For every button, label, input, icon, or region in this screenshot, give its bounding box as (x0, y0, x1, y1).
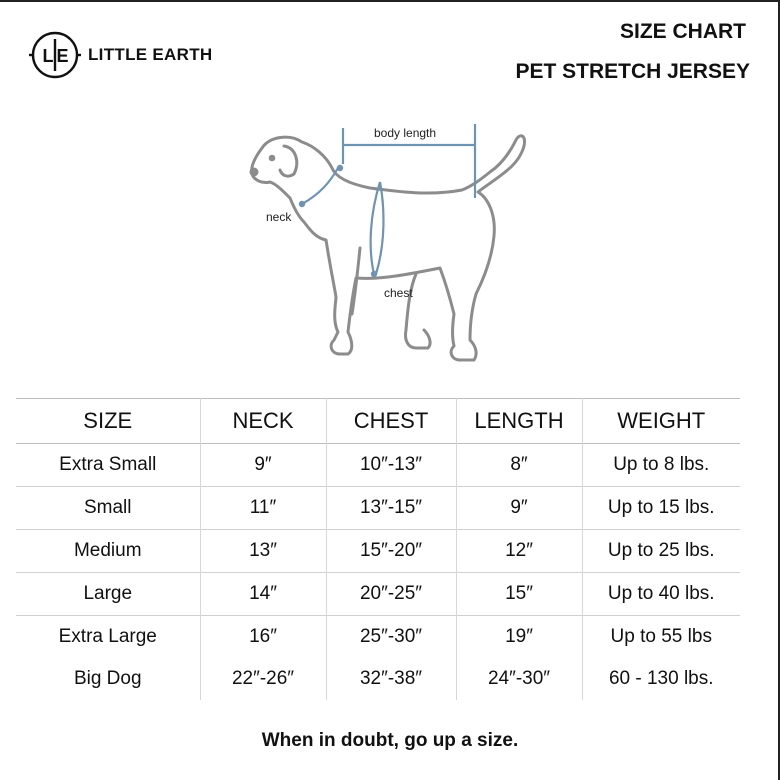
size-cell: Extra Small (59, 454, 157, 475)
dog-outline-icon (240, 118, 540, 378)
brand-name: LITTLE EARTH (88, 45, 213, 64)
chest-label: chest (384, 286, 413, 300)
product-subtitle: PET STRETCH JERSEY (515, 60, 750, 83)
chest-cell: 32″-38″ (326, 658, 456, 700)
size-cell: Medium (73, 540, 142, 561)
page-title: SIZE CHART (620, 20, 746, 43)
table-row (16, 487, 740, 530)
table-row (16, 530, 740, 573)
dog-measurement-diagram (240, 118, 540, 378)
chest-cell: 20″-25″ (326, 573, 456, 616)
table-row (16, 573, 740, 616)
column-header-weight: WEIGHT (582, 399, 740, 444)
chest-cell: 25″-30″ (326, 616, 456, 659)
chest-cell: 13″-15″ (326, 487, 456, 530)
table-header-row (16, 399, 740, 444)
length-cell: 19″ (456, 616, 582, 659)
size-cell: Large (83, 583, 133, 604)
neck-cell: 14″ (200, 573, 326, 616)
weight-cell: Up to 40 lbs. (582, 573, 740, 616)
table-row (16, 616, 740, 659)
length-cell: 15″ (456, 573, 582, 616)
neck-cell: 16″ (200, 616, 326, 659)
neck-cell: 22″-26″ (200, 658, 326, 700)
length-cell: 8″ (456, 444, 582, 487)
neck-cell: 13″ (200, 530, 326, 573)
column-header-size: SIZE (83, 408, 133, 433)
svg-text:L: L (42, 46, 54, 66)
weight-cell: Up to 55 lbs (582, 616, 740, 659)
column-header-neck: NECK (200, 399, 326, 444)
weight-cell: 60 - 130 lbs. (582, 658, 740, 700)
frame-top-border (0, 0, 780, 2)
logo-mark-icon (28, 28, 82, 82)
chest-cell: 10″-13″ (326, 444, 456, 487)
weight-cell: Up to 15 lbs. (582, 487, 740, 530)
size-cell: Extra Large (58, 626, 157, 647)
weight-cell: Up to 25 lbs. (582, 530, 740, 573)
weight-cell: Up to 8 lbs. (582, 444, 740, 487)
body-length-label: body length (374, 126, 437, 140)
neck-cell: 9″ (200, 444, 326, 487)
sizing-advice: When in doubt, go up a size. (261, 730, 519, 751)
chest-cell: 15″-20″ (326, 530, 456, 573)
brand-logo (28, 28, 212, 82)
size-cell: Big Dog (73, 668, 142, 689)
size-cell: Small (83, 497, 132, 518)
column-header-chest: CHEST (326, 399, 456, 444)
neck-label: neck (266, 210, 292, 224)
table-row (16, 444, 740, 487)
length-cell: 12″ (456, 530, 582, 573)
column-header-length: LENGTH (456, 399, 582, 444)
neck-cell: 11″ (200, 487, 326, 530)
table-row (16, 658, 740, 700)
length-cell: 24″-30″ (456, 658, 582, 700)
length-cell: 9″ (456, 487, 582, 530)
svg-text:E: E (56, 46, 69, 66)
size-table (16, 398, 740, 700)
